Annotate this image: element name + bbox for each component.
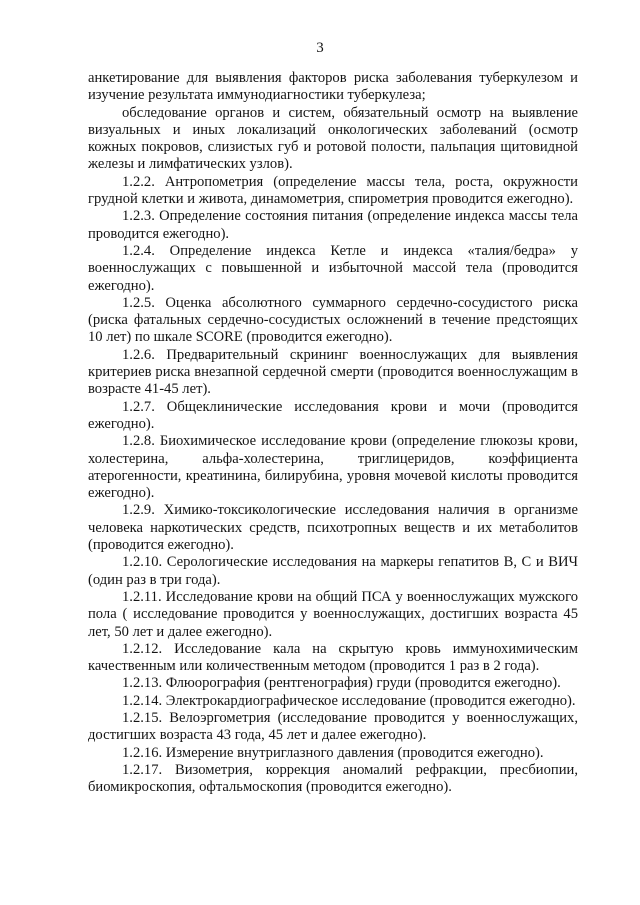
- page-number: 3: [316, 40, 324, 56]
- paragraph-1-2-11: 1.2.11. Исследование крови на общий ПСА у военнослужащих мужского пола ( исследование проводится у военнослужащих, достигших возраста 45 лет, 50 лет и далее ежегодно).: [88, 588, 578, 640]
- paragraph-1-2-9: 1.2.9. Химико-токсикологические исследования наличия в организме человека наркотических средств, психотропных веществ и их метаболитов (проводится ежегодно).: [88, 502, 578, 554]
- paragraph-1-2-5: 1.2.5. Оценка абсолютного суммарного сердечно-сосудистого риска (риска фатальных сердечно-сосудистых осложнений в течение предстоящих 10 лет) по шкале SCORE (проводится ежегодно).: [88, 294, 578, 346]
- paragraph-1-2-3: 1.2.3. Определение состояния питания (определение индекса массы тела проводится ежегодно).: [88, 208, 578, 242]
- body-text: [88, 70, 578, 796]
- paragraph-organ-examination: обследование органов и систем, обязательный осмотр на выявление визуальных и иных локализаций онкологических заболеваний (осмотр кожных покровов, слизистых губ и ротовой полости, пальпация щитовидной железы и лимфатических узлов).: [88, 104, 578, 173]
- paragraph-1-2-4: 1.2.4. Определение индекса Кетле и индекса «талия/бедра» у военнослужащих с повышенной и избыточной массой тела (проводится ежегодно).: [88, 242, 578, 294]
- paragraph-1-2-10: 1.2.10. Серологические исследования на маркеры гепатитов В, С и ВИЧ (один раз в три года).: [88, 554, 578, 588]
- paragraph-1-2-2: 1.2.2. Антропометрия (определение массы тела, роста, окружности грудной клетки и живота, динамометрия, спирометрия проводится ежегодно).: [88, 173, 578, 208]
- paragraph-1-2-13: 1.2.13. Флюорография (рентгенография) груди (проводится ежегодно).: [122, 675, 561, 692]
- paragraph-1-2-8: 1.2.8. Биохимическое исследование крови (определение глюкозы крови, холестерина, альфа-холестерина, триглицеридов, коэффициента атерогенности, креатинина, билирубина, уровня мочевой кислоты проводится ежегодно).: [88, 433, 578, 502]
- paragraph-1-2-12: 1.2.12. Исследование кала на скрытую кровь иммунохимическим качественным или количественным методом (проводится 1 раз в 2 года).: [88, 640, 578, 675]
- paragraph-1-2-6: 1.2.6. Предварительный скрининг военнослужащих для выявления критериев риска внезапной сердечной смерти (проводится военнослужащим в возрасте 41-45 лет).: [88, 346, 578, 398]
- paragraph-questionnaire: анкетирование для выявления факторов риска заболевания туберкулезом и изучение результата иммунодиагностики туберкулеза;: [88, 70, 578, 104]
- paragraph-1-2-17: 1.2.17. Визометрия, коррекция аномалий рефракции, пресбиопии, биомикроскопия, офтальмоскопия (проводится ежегодно).: [88, 761, 578, 796]
- paragraph-1-2-7: 1.2.7. Общеклинические исследования крови и мочи (проводится ежегодно).: [88, 398, 578, 432]
- paragraph-1-2-14: 1.2.14. Электрокардиографическое исследование (проводится ежегодно).: [122, 692, 576, 709]
- paragraph-1-2-16: 1.2.16. Измерение внутриглазного давления (проводится ежегодно).: [122, 744, 544, 761]
- paragraph-1-2-15: 1.2.15. Велоэргометрия (исследование проводится у военнослужащих, достигших возраста 43 года, 45 лет и далее ежегодно).: [88, 709, 578, 744]
